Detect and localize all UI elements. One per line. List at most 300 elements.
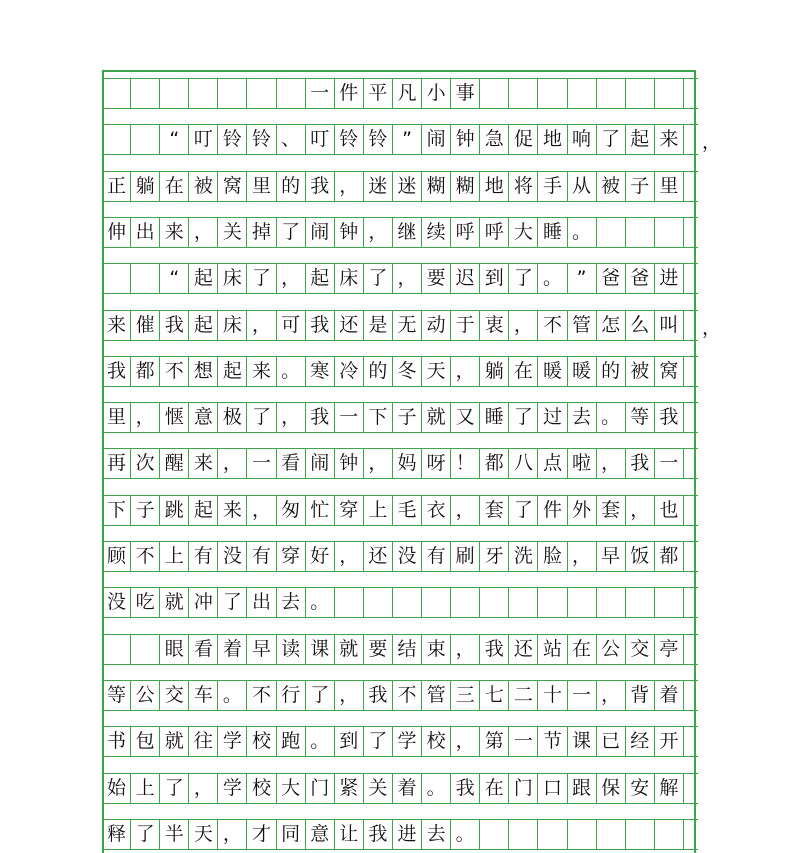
grid-cell [655,588,684,617]
text-line [102,171,698,202]
grid-cell: 往 [189,727,218,756]
grid-cell: 。 [306,727,335,756]
grid-cell: 我 [364,820,393,849]
grid-cell [393,588,422,617]
grid-cell: 没 [102,588,131,617]
grid-cell: 床 [335,264,364,293]
grid-cell: 的 [597,357,626,386]
grid-cell [189,79,218,108]
grid-cell: 了 [509,403,538,432]
grid-cell: ， [335,681,364,710]
grid-cell: ， [451,727,480,756]
grid-cell: 件 [335,79,364,108]
grid-cell: 校 [422,727,451,756]
grid-cell: 铃 [335,125,364,154]
grid-cell: ， [189,774,218,803]
grid-cell: 公 [597,635,626,664]
grid-cell: 校 [247,727,276,756]
grid-cell [655,218,684,247]
grid-cell: 于 [451,311,480,340]
grid-cell: 了 [277,218,306,247]
grid-cell: 不 [131,542,160,571]
grid-cell: 让 [335,820,364,849]
grid-cell: 响 [568,125,597,154]
grid-cell [597,79,626,108]
grid-cell: 就 [160,588,189,617]
grid-cell: 。 [568,218,597,247]
grid-cell: 地 [538,125,567,154]
grid-cell: 衣 [422,496,451,525]
grid-cell: 一 [655,449,684,478]
grid-cell: ， [131,403,160,432]
grid-cell: 睡 [538,218,567,247]
grid-cell: ， [393,264,422,293]
grid-cell: 三 [451,681,480,710]
grid-cell [597,820,626,849]
grid-cell [568,820,597,849]
grid-cell: 事 [451,79,480,108]
grid-cell: 包 [131,727,160,756]
grid-cell: ， [509,311,538,340]
grid-cell: 又 [451,403,480,432]
grid-cell: 开 [655,727,684,756]
grid-cell: 惬 [160,403,189,432]
grid-cell: 没 [218,542,247,571]
grid-cell [102,79,131,108]
grid-cell: 早 [597,542,626,571]
grid-cell: 束 [422,635,451,664]
grid-cell: 门 [509,774,538,803]
grid-cell: 我 [306,311,335,340]
grid-cell: ！ [451,449,480,478]
grid-cell: 校 [247,774,276,803]
grid-cell: 钟 [451,125,480,154]
grid-cell: 将 [509,172,538,201]
grid-cell [538,588,567,617]
grid-cell: 套 [597,496,626,525]
grid-cell: 外 [568,496,597,525]
grid-cell: 爸 [626,264,655,293]
grid-cell: 下 [102,496,131,525]
grid-cell [597,588,626,617]
grid-cell: 学 [218,774,247,803]
grid-cell: 早 [247,635,276,664]
grid-cell: 七 [480,681,509,710]
grid-cell: 同 [277,820,306,849]
composition-paper [102,70,722,853]
grid-cell: 车 [189,681,218,710]
grid-cell [509,588,538,617]
grid-cell: 了 [131,820,160,849]
grid-cell: 。 [538,264,567,293]
grid-cell: ， [451,635,480,664]
grid-cell: 毛 [393,496,422,525]
grid-cell: 到 [480,264,509,293]
grid-cell [626,588,655,617]
grid-cell: 八 [509,449,538,478]
grid-cell: 交 [626,635,655,664]
grid-cell: ， [597,449,626,478]
grid-cell: 。 [306,588,335,617]
grid-cell [568,79,597,108]
grid-cell: 来 [160,218,189,247]
grid-cell: 了 [247,264,276,293]
grid-cell: 我 [306,172,335,201]
grid-cell: 等 [626,403,655,432]
grid-cell: 亭 [655,635,684,664]
grid-cell: 我 [655,403,684,432]
grid-cell [131,264,160,293]
grid-cell: 迷 [364,172,393,201]
grid-cell: 正 [102,172,131,201]
grid-cell: 不 [160,357,189,386]
grid-cell: 掉 [247,218,276,247]
grid-cell: 课 [568,727,597,756]
grid-cell: 爸 [597,264,626,293]
grid-cell: ， [364,449,393,478]
grid-cell: 呼 [451,218,480,247]
text-line [102,773,698,804]
grid-cell: ， [218,449,247,478]
grid-cell [131,125,160,154]
grid-cell: 读 [277,635,306,664]
grid-cell: 来 [102,311,131,340]
grid-cell: 起 [189,496,218,525]
grid-cell: 我 [102,357,131,386]
grid-cell: 从 [568,172,597,201]
grid-cell [102,125,131,154]
grid-cell: 跳 [160,496,189,525]
text-line [102,124,698,155]
grid-cell [247,79,276,108]
grid-cell: 学 [393,727,422,756]
grid-cell: 极 [218,403,247,432]
grid-cell: 起 [626,125,655,154]
grid-cell: 了 [160,774,189,803]
grid-cell [131,635,160,664]
grid-cell: 起 [306,264,335,293]
grid-cell: ， [247,496,276,525]
grid-cell: 背 [626,681,655,710]
grid-cell: 安 [626,774,655,803]
grid-cell: 醒 [160,449,189,478]
grid-cell: 子 [393,403,422,432]
grid-cell [568,588,597,617]
grid-cell: 没 [393,542,422,571]
grid-cell: 铃 [364,125,393,154]
grid-cell: 糊 [451,172,480,201]
grid-cell: 到 [335,727,364,756]
grid-cell: 出 [247,588,276,617]
grid-cell: 点 [538,449,567,478]
grid-cell: 十 [538,681,567,710]
grid-cell: 继 [393,218,422,247]
grid-cell: 天 [422,357,451,386]
grid-cell [451,588,480,617]
grid-cell: 在 [480,774,509,803]
grid-cell: 交 [160,681,189,710]
grid-cell: 怎 [597,311,626,340]
grid-cell: 闹 [306,218,335,247]
grid-cell: 公 [131,681,160,710]
grid-cell: 都 [655,542,684,571]
grid-cell: 管 [422,681,451,710]
grid-cell: 还 [335,311,364,340]
grid-cell: 次 [131,449,160,478]
grid-cell: 衷 [480,311,509,340]
grid-cell: 、 [277,125,306,154]
grid-cell: 暖 [568,357,597,386]
grid-cell: 睡 [480,403,509,432]
grid-cell: 等 [102,681,131,710]
grid-cell [655,820,684,849]
grid-cell: 在 [160,172,189,201]
grid-cell: ” [568,264,597,293]
grid-cell: 要 [422,264,451,293]
grid-cell: 吃 [131,588,160,617]
grid-cell: 眼 [160,635,189,664]
grid-cell [102,635,131,664]
grid-cell: 穿 [335,496,364,525]
grid-cell: 穿 [277,542,306,571]
grid-cell: 有 [189,542,218,571]
grid-cell: 进 [393,820,422,849]
grid-cell: 一 [247,449,276,478]
grid-cell [422,588,451,617]
grid-cell: 铃 [218,125,247,154]
grid-cell: 二 [509,681,538,710]
grid-cell: 了 [364,727,393,756]
grid-cell: 管 [568,311,597,340]
text-line [102,356,698,387]
grid-cell: 脸 [538,542,567,571]
text-line [102,263,698,294]
grid-cell: 节 [538,727,567,756]
text-line [102,634,698,665]
text-line [102,495,698,526]
grid-cell: 洗 [509,542,538,571]
grid-cell: 了 [247,403,276,432]
grid-cell: 呼 [480,218,509,247]
grid-cell: 释 [102,820,131,849]
grid-cell: 口 [538,774,567,803]
grid-cell: 。 [277,357,306,386]
grid-cell: 铃 [247,125,276,154]
grid-cell: 。 [422,774,451,803]
grid-cell: 始 [102,774,131,803]
grid-cell: 还 [364,542,393,571]
grid-cell: 。 [597,403,626,432]
text-line [102,402,698,433]
grid-cell: “ [160,264,189,293]
grid-cell: 里 [655,172,684,201]
grid-cell: 上 [131,774,160,803]
grid-cell: 在 [568,635,597,664]
grid-cell: 叮 [306,125,335,154]
grid-cell: 钟 [335,218,364,247]
grid-cell [509,820,538,849]
grid-cell: 是 [364,311,393,340]
grid-cell: 暖 [538,357,567,386]
grid-cell: 关 [364,774,393,803]
grid-cell: 可 [277,311,306,340]
grid-cell: 子 [626,172,655,201]
grid-cell: ， [568,542,597,571]
grid-cell: 意 [189,403,218,432]
grid-cell [480,588,509,617]
grid-cell: 保 [597,774,626,803]
grid-cell: 动 [422,311,451,340]
grid-cell: 急 [480,125,509,154]
grid-cell: 去 [568,403,597,432]
grid-cell: 窝 [218,172,247,201]
text-line [102,448,698,479]
grid-cell: 被 [626,357,655,386]
grid-cell: 忙 [306,496,335,525]
grid-cell: 好 [306,542,335,571]
grid-cell: 我 [160,311,189,340]
grid-cell: 里 [102,403,131,432]
grid-cell: 大 [277,774,306,803]
grid-cell: 在 [509,357,538,386]
grid-cell [538,820,567,849]
grid-cell: 叫 [655,311,684,340]
grid-cell: 窝 [655,357,684,386]
text-line [102,680,698,711]
grid-cell: 想 [189,357,218,386]
grid-cell: 大 [509,218,538,247]
grid-cell: 一 [306,79,335,108]
grid-cell [131,79,160,108]
grid-cell: 冬 [393,357,422,386]
grid-cell: 迷 [393,172,422,201]
grid-cell: 牙 [480,542,509,571]
grid-cell: 过 [538,403,567,432]
grid-cell [655,79,684,108]
grid-cell: 意 [306,820,335,849]
grid-cell: 都 [480,449,509,478]
grid-cell: 顾 [102,542,131,571]
grid-cell: 迟 [451,264,480,293]
grid-cell: 有 [247,542,276,571]
grid-cell: 来 [218,496,247,525]
grid-cell: 一 [568,681,597,710]
grid-cell: 的 [364,357,393,386]
grid-cell: 我 [364,681,393,710]
text-line [102,217,698,248]
grid-cell: ， [451,357,480,386]
grid-cell: ， [597,681,626,710]
grid-cell: 床 [218,264,247,293]
grid-cell: 被 [597,172,626,201]
grid-cell: 平 [364,79,393,108]
grid-cell: 行 [277,681,306,710]
grid-cell: 着 [655,681,684,710]
grid-cell: 来 [655,125,684,154]
margin-punctuation: ， [702,131,722,154]
grid-cell [538,79,567,108]
grid-cell: 了 [597,125,626,154]
grid-cell: 妈 [393,449,422,478]
grid-cell: 。 [451,820,480,849]
grid-cell: ， [189,218,218,247]
grid-cell: ， [335,542,364,571]
grid-cell: 闹 [306,449,335,478]
grid-cell: 已 [597,727,626,756]
grid-cell [626,820,655,849]
grid-cell: 半 [160,820,189,849]
grid-cell: ， [335,172,364,201]
grid-cell: 去 [422,820,451,849]
grid-cell: 的 [277,172,306,201]
grid-cell: 学 [218,727,247,756]
grid-cell: 就 [422,403,451,432]
grid-cell [277,79,306,108]
grid-cell: 伸 [102,218,131,247]
grid-cell: 我 [626,449,655,478]
grid-cell: 跟 [568,774,597,803]
grid-cell [597,218,626,247]
margin-punctuation: ， [702,316,722,339]
grid-cell: 地 [480,172,509,201]
grid-cell: 叮 [189,125,218,154]
grid-cell: ， [277,264,306,293]
grid-cell: 站 [538,635,567,664]
grid-cell: 啦 [568,449,597,478]
grid-cell: 门 [306,774,335,803]
grid-cell: 躺 [480,357,509,386]
grid-cell: 了 [306,681,335,710]
grid-cell: 不 [247,681,276,710]
grid-cell: 糊 [422,172,451,201]
grid-cell: 了 [509,264,538,293]
grid-cell: 呀 [422,449,451,478]
grid-cell: 饭 [626,542,655,571]
grid-cell: 套 [480,496,509,525]
text-line [102,819,698,850]
grid-cell: 促 [509,125,538,154]
grid-cell: 刷 [451,542,480,571]
grid-cell: 结 [393,635,422,664]
grid-cell: 去 [277,588,306,617]
grid-cell [509,79,538,108]
grid-cell: 有 [422,542,451,571]
grid-cell: 再 [102,449,131,478]
grid-cell: 冲 [189,588,218,617]
grid-cell: 无 [393,311,422,340]
grid-cell: 件 [538,496,567,525]
grid-cell: ， [218,820,247,849]
grid-cell: 经 [626,727,655,756]
grid-cell: 书 [102,727,131,756]
grid-cell: “ [160,125,189,154]
grid-cell: 钟 [335,449,364,478]
grid-cell: ， [626,496,655,525]
grid-cell: 手 [538,172,567,201]
grid-cell [480,820,509,849]
grid-cell: 就 [160,727,189,756]
grid-cell: 闹 [422,125,451,154]
grid-cell: 起 [218,357,247,386]
grid-cell: 还 [509,635,538,664]
grid-cell: 匆 [277,496,306,525]
grid-cell: 也 [655,496,684,525]
grid-cell: 我 [480,635,509,664]
grid-cell: 不 [538,311,567,340]
grid-cell: 续 [422,218,451,247]
grid-cell: 来 [189,449,218,478]
grid-cell: 来 [247,357,276,386]
